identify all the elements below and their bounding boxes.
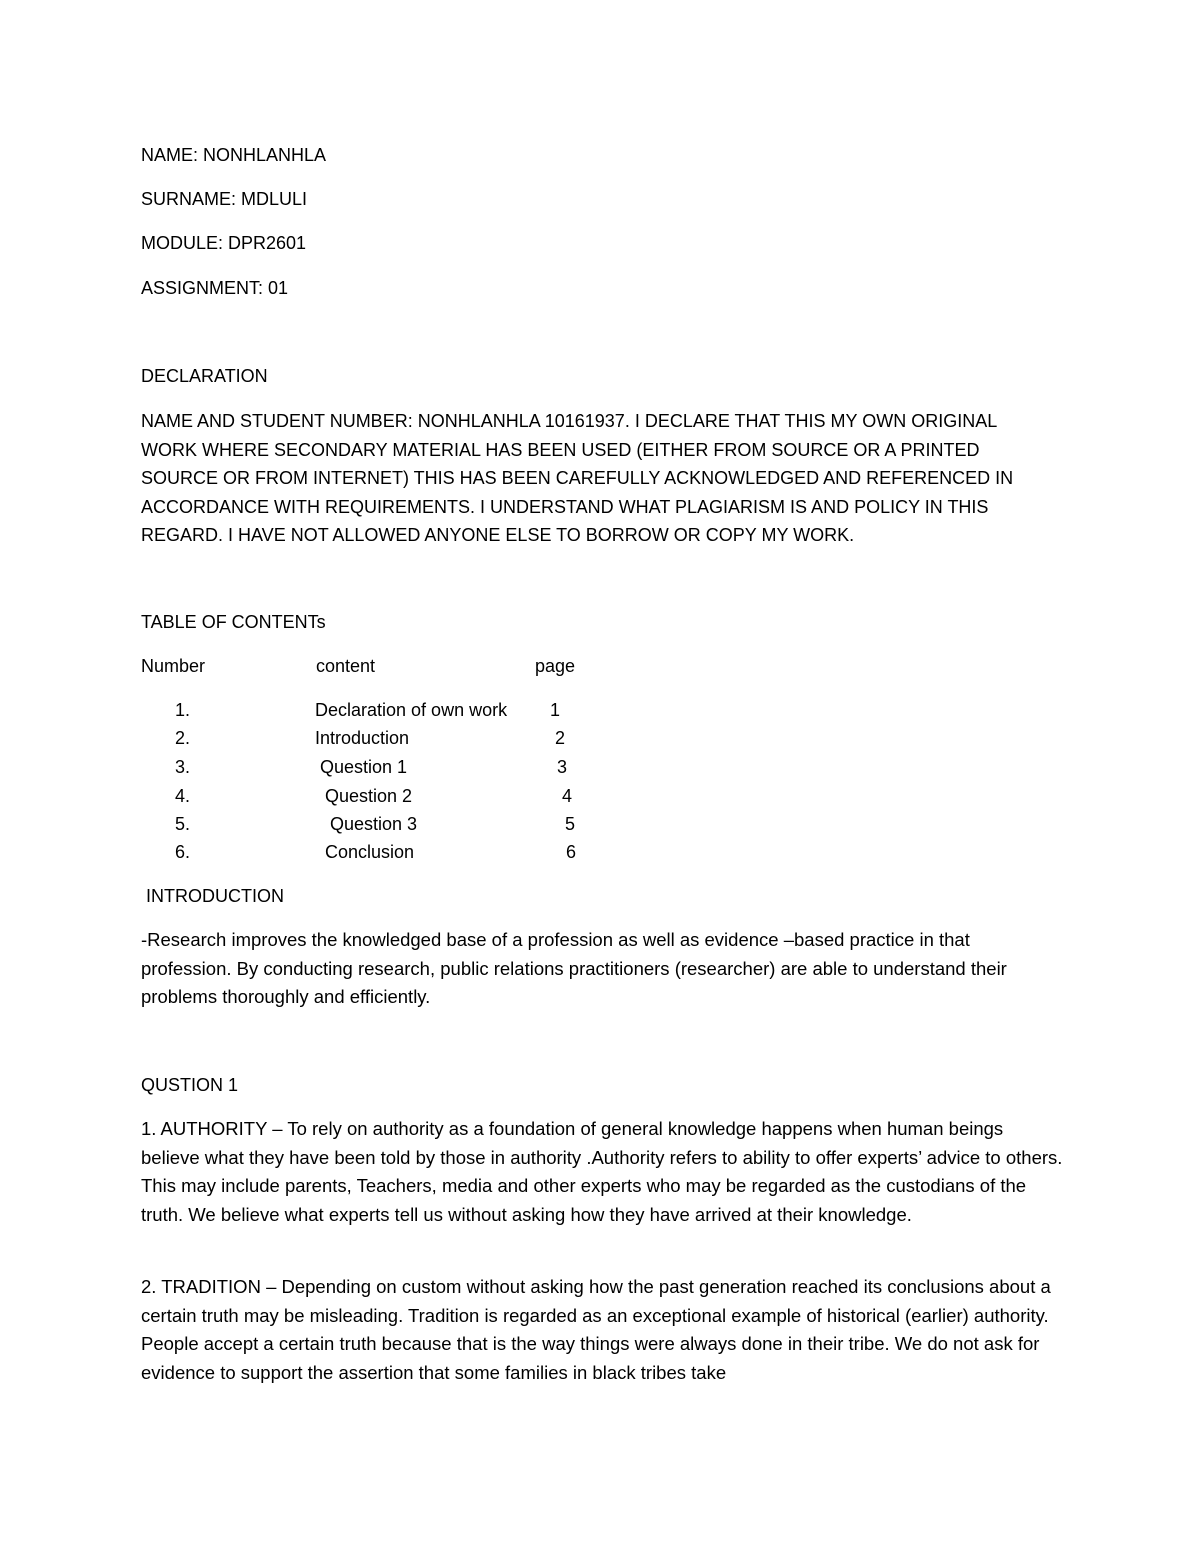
question1-heading: QUSTION 1 (141, 1075, 239, 1095)
introduction-heading: INTRODUCTION (146, 886, 284, 906)
question1-tradition-paragraph: 2. TRADITION – Depending on custom without asking how the past generation reached its conclusions about a certain truth may be misleading. Tradition is regarded as an exceptional example of historical (earlier) authority. People accept a certain truth because that is the way things were always done in their tribe. We do not ask for evidence to support the assertion that some families in black tribes take (141, 1276, 1051, 1383)
toc-heading: TABLE OF CONTENTs (141, 612, 326, 632)
declaration-heading: DECLARATION (141, 366, 268, 386)
module-line: MODULE: DPR2601 (141, 233, 307, 253)
toc-col-content: content (316, 656, 376, 676)
declaration-text: NAME AND STUDENT NUMBER: NONHLANHLA 10161937. I DECLARE THAT THIS MY OWN ORIGINAL WORK WHERE SECONDARY MATERIAL HAS BEEN USED (EITHER FROM SOURCE OR A PRINTED SOURCE OR FROM INTERNET) THIS HAS BEEN CAREFULLY ACKNOWLEDGED AND REFERENCED IN ACCORDANCE WITH REQUIREMENTS. I UNDERSTAND WHAT PLAGIARISM IS AND POLICY IN THIS REGARD. I HAVE NOT ALLOWED ANYONE ELSE TO BORROW OR COPY MY WORK. (141, 411, 1014, 546)
surname-line: SURNAME: MDLULI (141, 189, 308, 209)
introduction-text: -Research improves the knowledged base of a profession as well as evidence –based practice in that profession. By conducting research, public relations practitioners (researcher) are able to understand their problems thoroughly and efficiently. (141, 929, 1007, 1008)
document-page: NAME: NONHLANHLA SURNAME: MDLULI MODULE: DPR2601 ASSIGNMENT: 01 DECLARATION NAME AND STUDENT NUMBER: NONHLANHLA 10161937. I DECLARE THAT THIS MY OWN ORIGINAL WORK WHERE SECONDARY MATERIAL HAS BEEN USED (EITHER FROM SOURCE OR A PRINTED SOURCE OR FROM INTERNET) THIS HAS BEEN CAREFULLY ACKNOWLEDGED AND REFERENCED IN ACCORDANCE WITH REQUIREMENTS. I UNDERSTAND WHAT PLAGIARISM IS AND POLICY IN THIS REGARD. I HAVE NOT ALLOWED ANYONE ELSE TO BORROW OR COPY MY WORK. TABLE OF CONTENTs Number content page 1. Declaration of own work 1 2. Introduction 2 3. Question 1 3 4. Question 2 4 5. Question 3 5 6. Conclusion 6 INTRODUCTION -Research improves the knowledged base of a profession as well as evidence –based practice in that profession. By conducting research, public relations practitioners (researcher) are able to understand their problems thoroughly and efficiently. QUSTION 1 1. AUTHORITY – To rely on authority as a foundation of general knowledge happens when human beings believe what they have been told by those in authority .Authority refers to ability to offer experts’ advice to others. This may include parents, Teachers, media and other experts who may be regarded as the custodians of the truth. We believe what experts tell us without asking how they have arrived at their knowledge. 2. TRADITION – Depending on custom without asking how the past generation reached its conclusions about a certain truth may be misleading. Tradition is regarded as an exceptional example of historical (earlier) authority. People accept a certain truth because that is the way things were always done in their tribe. We do not ask for evidence to support the assertion that some families in black tribes take (0, 0, 1200, 1553)
toc-col-page: page (535, 656, 576, 676)
toc-col-number: Number (141, 656, 206, 676)
assignment-line: ASSIGNMENT: 01 (141, 278, 289, 298)
question1-authority-paragraph: 1. AUTHORITY – To rely on authority as a foundation of general knowledge happens when human beings believe what they have been told by those in authority .Authority refers to ability to offer experts’ advice to others. This may include parents, Teachers, media and other experts who may be regarded as the custodians of the truth. We believe what experts tell us without asking how they have arrived at their knowledge. (141, 1118, 1063, 1225)
name-line: NAME: NONHLANHLA (141, 145, 327, 165)
